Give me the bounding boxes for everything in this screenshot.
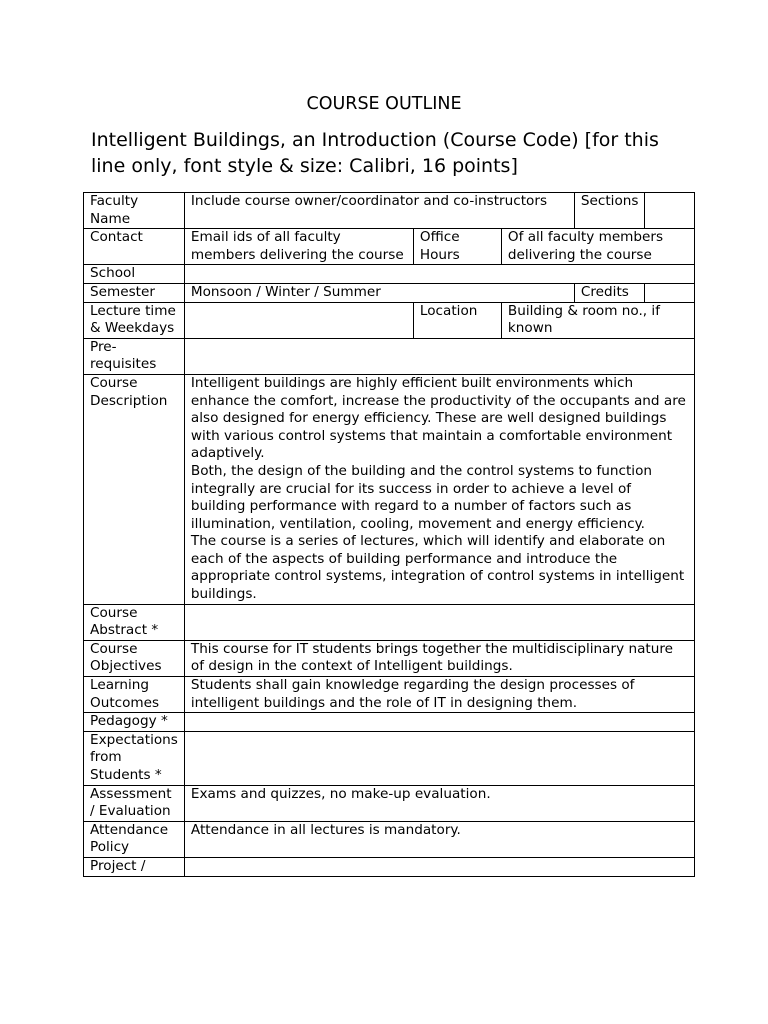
- sections-value: [645, 193, 695, 229]
- row-semester: [84, 283, 695, 302]
- location-value: Building & room no., if known: [501, 302, 695, 338]
- office-hours-label: Office Hours: [413, 229, 501, 265]
- expectations-label: Expectations from Students *: [84, 731, 185, 785]
- faculty-name-label: Faculty Name: [84, 193, 185, 229]
- row-objectives: [84, 640, 695, 676]
- row-prerequisites: [84, 338, 695, 374]
- row-project: [84, 857, 695, 876]
- assessment-label: Assessment / Evaluation: [84, 785, 185, 821]
- location-label: Location: [413, 302, 501, 338]
- description-paragraph-3: The course is a series of lectures, which will identify and elaborate on each of the aspects of building performance and introduce the appropriate control systems, integration of control systems in intelligent buildings.: [190, 533, 685, 603]
- row-pedagogy: [84, 713, 695, 732]
- course-description-value: [184, 374, 695, 604]
- learning-outcomes-label: Learning Outcomes: [84, 677, 185, 713]
- row-faculty: [84, 193, 695, 229]
- row-lecture: [84, 302, 695, 338]
- school-label: School: [84, 265, 185, 284]
- semester-label: Semester: [84, 283, 185, 302]
- lecture-time-value: [184, 302, 413, 338]
- row-abstract: [84, 604, 695, 640]
- row-description: [84, 374, 695, 604]
- attendance-policy-value: Attendance in all lectures is mandatory.: [184, 821, 695, 857]
- credits-value: [645, 283, 695, 302]
- course-description-label: Course Description: [84, 374, 185, 604]
- attendance-policy-label: Attendance Policy: [84, 821, 185, 857]
- sections-label: Sections: [574, 193, 645, 229]
- assessment-value: Exams and quizzes, no make-up evaluation.: [184, 785, 695, 821]
- school-value: [184, 265, 695, 284]
- contact-label: Contact: [84, 229, 185, 265]
- learning-outcomes-value: Students shall gain knowledge regarding the design processes of intelligent buildings and the role of IT in designing them.: [184, 677, 695, 713]
- row-expectations: [84, 731, 695, 785]
- course-objectives-label: Course Objectives: [84, 640, 185, 676]
- row-assessment: [84, 785, 695, 821]
- course-objectives-value: This course for IT students brings together the multidisciplinary nature of design in the context of Intelligent buildings.: [184, 640, 695, 676]
- contact-value: Email ids of all faculty members delivering the course: [184, 229, 413, 265]
- pedagogy-value: [184, 713, 695, 732]
- faculty-name-value: Include course owner/coordinator and co-instructors: [184, 193, 574, 229]
- description-paragraph-1: Intelligent buildings are highly efficient built environments which enhance the comfort, increase the productivity of the occupants and are also designed for energy efficiency. These are well designed buildings with various control systems that maintain a comfortable environment adaptively.: [190, 374, 686, 462]
- course-subtitle: Intelligent Buildings, an Introduction (Course Code) [for this line only, font style & size: Calibri, 16 points]: [91, 129, 659, 177]
- pedagogy-label: Pedagogy *: [84, 713, 185, 732]
- course-abstract-label: Course Abstract *: [84, 604, 185, 640]
- project-label: Project /: [84, 857, 185, 876]
- course-outline-table: [83, 192, 695, 877]
- semester-value: Monsoon / Winter / Summer: [184, 283, 574, 302]
- document-title: COURSE OUTLINE: [306, 94, 462, 114]
- prerequisites-value: [184, 338, 695, 374]
- project-value: [184, 857, 695, 876]
- course-abstract-value: [184, 604, 695, 640]
- row-contact: [84, 229, 695, 265]
- row-attendance: [84, 821, 695, 857]
- row-school: [84, 265, 695, 284]
- row-outcomes: [84, 677, 695, 713]
- office-hours-value: Of all faculty members delivering the course: [501, 229, 695, 265]
- description-paragraph-2: Both, the design of the building and the control systems to function integrally are crucial for its success in order to achieve a level of building performance with regard to a number of factors such as illumination, ventilation, cooling, movement and energy efficiency.: [190, 462, 653, 532]
- lecture-time-label: Lecture time & Weekdays: [84, 302, 185, 338]
- expectations-value: [184, 731, 695, 785]
- credits-label: Credits: [574, 283, 645, 302]
- prerequisites-label: Pre-requisites: [84, 338, 185, 374]
